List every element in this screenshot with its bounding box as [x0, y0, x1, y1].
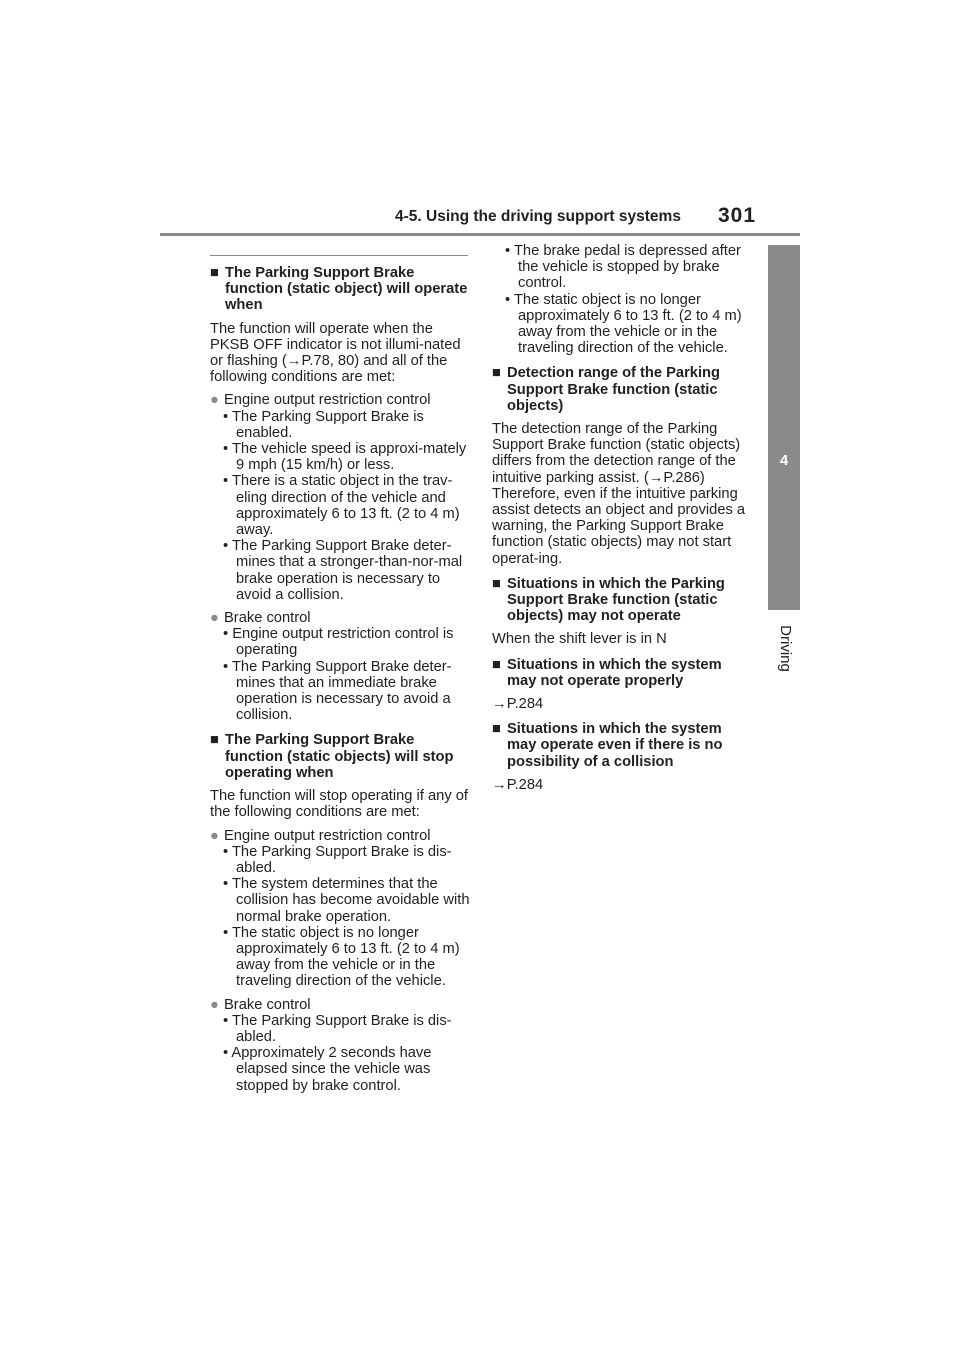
square-bullet-icon: ■ [492, 721, 501, 738]
list-item: • Engine output restriction control is operating [223, 626, 454, 659]
section-title: 4-5. Using the driving support systems [395, 208, 681, 225]
page-number: 301 [718, 204, 757, 227]
heading-stop-when: ■ The Parking Support Brake function (static objects) will stop operating when [210, 732, 454, 781]
heading-operate-no-collision: ■ Situations in which the system may operate even if there is no possibility of a collision [492, 721, 723, 770]
chapter-label-text: Driving [776, 625, 794, 672]
header-rule [160, 233, 800, 236]
square-bullet-icon: ■ [492, 365, 501, 382]
circle-bullet-icon: ● [210, 392, 219, 409]
arrow-icon: → [286, 353, 302, 370]
list-item: • The vehicle speed is approxi-mately 9 mph (15 km/h) or less. [223, 441, 467, 474]
right-column [492, 243, 754, 793]
page-reference: →P.284 [492, 696, 544, 713]
left-column [210, 255, 472, 1094]
square-bullet-icon: ■ [492, 575, 501, 592]
dot-heading: ● Engine output restriction control [210, 827, 431, 844]
page-reference: →P.284 [492, 776, 544, 793]
column-rule [210, 255, 468, 256]
list-item: • The Parking Support Brake deter-mines that a stronger-than-nor-mal brake operation is necessary to avoid a collision. [223, 538, 463, 603]
arrow-icon: → [492, 776, 507, 793]
circle-bullet-icon: ● [210, 610, 219, 627]
list-item: • The Parking Support Brake is enabled. [223, 408, 424, 441]
arrow-icon: → [648, 469, 664, 486]
heading-not-properly: ■ Situations in which the system may not operate properly [492, 656, 722, 689]
circle-bullet-icon: ● [210, 996, 219, 1013]
list-item: • The Parking Support Brake is dis-abled. [223, 843, 452, 876]
list-item: • The Parking Support Brake deter-mines that an immediate brake operation is necessary to avoid a collision. [223, 658, 452, 724]
list-item: • There is a static object in the trav-eling direction of the vehicle and approximately 6 to 13 ft. (2 to 4 m) away. [223, 473, 460, 539]
list-item: • The system determines that the collision has become avoidable with normal brake operation. [223, 876, 470, 925]
heading-may-not-operate: ■ Situations in which the Parking Support Brake function (static objects) may not operate [492, 575, 725, 625]
heading-operate-when: ■ The Parking Support Brake function (static object) will operate when [210, 265, 468, 314]
arrow-icon: → [492, 696, 507, 713]
paragraph: The function will operate when the PKSB OFF indicator is not illumi-nated or flashing (→P.78, 80) and all of the following conditions are met: [210, 320, 461, 386]
square-bullet-icon: ■ [210, 732, 219, 749]
paragraph: The function will stop operating if any of the following conditions are met: [210, 788, 468, 821]
list-item: • The Parking Support Brake is dis-abled. [223, 1012, 452, 1045]
paragraph: When the shift lever is in N [492, 631, 667, 648]
dot-heading: ● Brake control [210, 610, 311, 627]
list-item: • The brake pedal is depressed after the vehicle is stopped by brake control. [505, 243, 741, 292]
list-item: • Approximately 2 seconds have elapsed since the vehicle was stopped by brake control. [223, 1045, 432, 1094]
square-bullet-icon: ■ [210, 265, 219, 281]
paragraph: The detection range of the Parking Support Brake function (static objects) differs from the detection range of the intuitive parking assist. (→P.286) Therefore, even if the intuitive parking assist detects an object and provides a warning, the Parking Support Brake function (static objects) may not start operat-ing. [492, 421, 746, 567]
dot-heading: ● Engine output restriction control [210, 392, 431, 409]
circle-bullet-icon: ● [210, 827, 219, 844]
list-item: • The static object is no longer approximately 6 to 13 ft. (2 to 4 m) away from the vehicle or in the traveling direction of the vehicle. [505, 291, 742, 357]
list-item: • The static object is no longer approximately 6 to 13 ft. (2 to 4 m) away from the vehicle or in the traveling direction of the vehicle. [223, 924, 460, 990]
heading-detection-range: ■ Detection range of the Parking Support Brake function (static objects) [492, 365, 721, 414]
square-bullet-icon: ■ [492, 656, 501, 673]
chapter-label [776, 620, 794, 680]
chapter-tab [768, 245, 800, 610]
chapter-number: 4 [779, 452, 789, 469]
dot-heading: ● Brake control [210, 996, 311, 1013]
